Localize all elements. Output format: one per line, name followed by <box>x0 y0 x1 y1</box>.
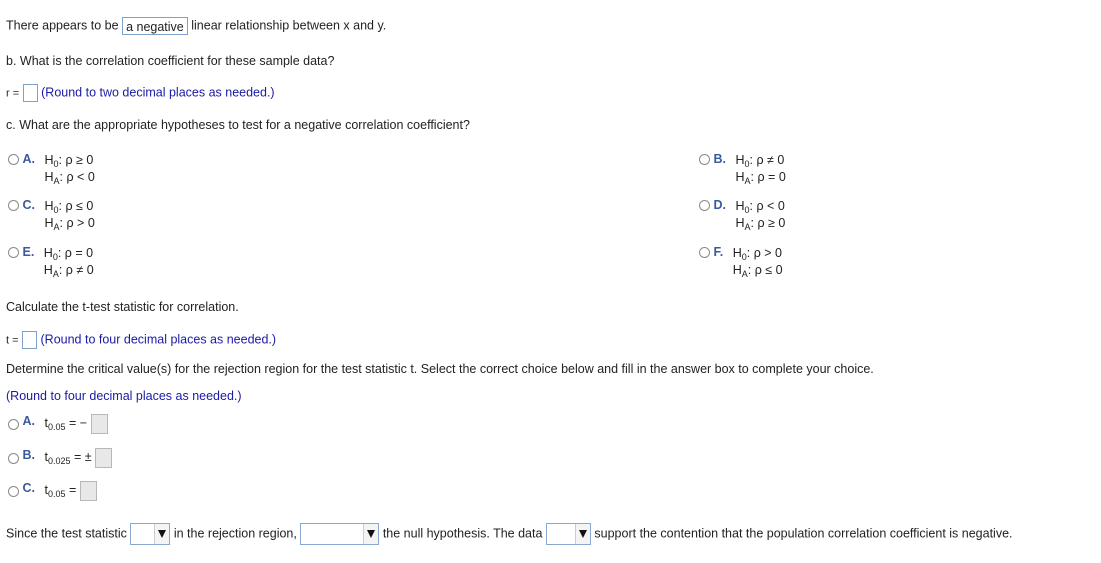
t-stat-instruction: Calculate the t-test statistic for correlation. <box>6 300 239 314</box>
r-label: r = <box>6 87 20 100</box>
t-label: t = <box>6 334 19 347</box>
hyp-option-e-letter: E. <box>22 245 35 259</box>
crit-a-sub: 0.05 <box>47 422 66 433</box>
crit-a-rel: = − <box>68 416 88 431</box>
conclusion-sentence <box>6 523 1013 545</box>
hyp-option-a-letter: A. <box>22 152 35 166</box>
radio-a[interactable] <box>8 154 19 165</box>
hyp-d-h0: ρ < 0 <box>756 199 785 213</box>
conclusion-part3: the null hypothesis. The data <box>382 526 543 541</box>
part-a-prefix: There appears to be <box>6 18 119 33</box>
r-answer-row <box>6 84 275 102</box>
chevron-down-icon <box>363 524 378 544</box>
crit-radio-b[interactable] <box>8 453 19 464</box>
null-decision-dropdown[interactable] <box>300 523 379 545</box>
hyp-option-d-letter: D. <box>713 198 726 212</box>
crit-c-rel: = <box>68 483 77 498</box>
crit-option-c[interactable] <box>8 481 97 501</box>
crit-radio-c[interactable] <box>8 486 19 497</box>
hyp-a-h0: ρ ≥ 0 <box>65 153 94 167</box>
hyp-option-f[interactable]: F. $H_0$: ρ > 0 $H_A$: ρ ≤ 0 <box>699 245 783 279</box>
radio-c[interactable] <box>8 200 19 211</box>
conclusion-part1: Since the test statistic <box>6 526 127 541</box>
hyp-option-c[interactable]: C. $H_0$: ρ ≤ 0 $H_A$: ρ > 0 <box>8 198 95 232</box>
crit-option-a-letter: A. <box>22 414 35 428</box>
t-input[interactable] <box>22 331 37 349</box>
crit-b-rel: = ± <box>73 450 92 465</box>
hyp-option-e[interactable]: E. $H_0$: ρ = 0 $H_A$: ρ ≠ 0 <box>8 245 94 279</box>
radio-f[interactable] <box>699 247 710 258</box>
part-c-question: c. What are the appropriate hypotheses to test for a negative correlation coefficient? <box>6 118 470 132</box>
hyp-d-ha: ρ ≥ 0 <box>757 216 786 230</box>
hyp-option-b-letter: B. <box>713 152 726 166</box>
hyp-a-ha: ρ < 0 <box>66 170 95 184</box>
crit-c-t: t <box>44 483 48 498</box>
crit-option-a[interactable] <box>8 414 108 434</box>
hyp-e-ha: ρ ≠ 0 <box>65 263 94 277</box>
hyp-f-h0: ρ > 0 <box>753 246 783 260</box>
r-hint: (Round to two decimal places as needed.) <box>41 85 275 100</box>
crit-option-b-letter: B. <box>22 448 35 462</box>
hyp-c-ha: ρ > 0 <box>66 216 95 230</box>
hyp-f-ha: ρ ≤ 0 <box>754 263 783 277</box>
crit-radio-a[interactable] <box>8 419 19 430</box>
crit-b-t: t <box>44 450 48 465</box>
hyp-option-b[interactable]: B. $H_0$: ρ ≠ 0 $H_A$: ρ = 0 <box>699 152 786 186</box>
critical-hint: (Round to four decimal places as needed.) <box>6 389 242 403</box>
radio-e[interactable] <box>8 247 19 258</box>
crit-c-input[interactable] <box>80 481 97 501</box>
part-a-answer-box[interactable]: a negative <box>122 17 188 35</box>
crit-b-input[interactable] <box>95 448 112 468</box>
radio-b[interactable] <box>699 154 710 165</box>
hyp-b-ha: ρ = 0 <box>757 170 786 184</box>
hyp-b-h0: ρ ≠ 0 <box>756 153 785 167</box>
data-support-dropdown[interactable] <box>546 523 591 545</box>
t-answer-row <box>6 331 276 349</box>
part-a-suffix: linear relationship between x and y. <box>191 18 387 33</box>
conclusion-part2: in the rejection region, <box>173 526 297 541</box>
crit-option-b[interactable] <box>8 448 112 468</box>
test-stat-region-dropdown[interactable] <box>130 523 170 545</box>
part-b-question: b. What is the correlation coefficient for these sample data? <box>6 54 335 68</box>
chevron-down-icon <box>575 524 590 544</box>
part-a-sentence <box>6 17 386 35</box>
hyp-option-f-letter: F. <box>713 245 724 259</box>
crit-option-c-letter: C. <box>22 481 35 495</box>
crit-b-sub: 0.025 <box>47 456 71 467</box>
hyp-option-c-letter: C. <box>22 198 35 212</box>
radio-d[interactable] <box>699 200 710 211</box>
conclusion-part4: support the contention that the population correlation coefficient is negative. <box>594 526 1013 541</box>
crit-a-t: t <box>44 416 48 431</box>
crit-c-sub: 0.05 <box>47 489 66 500</box>
hyp-e-h0: ρ = 0 <box>64 246 94 260</box>
hyp-option-a[interactable]: A. $H_0$: ρ ≥ 0 $H_A$: ρ < 0 <box>8 152 95 186</box>
critical-instruction: Determine the critical value(s) for the rejection region for the test statistic t. Select the correct choice below and fill in the answer box to complete your choice. <box>6 362 874 376</box>
hyp-c-h0: ρ ≤ 0 <box>65 199 94 213</box>
chevron-down-icon <box>154 524 169 544</box>
crit-a-input[interactable] <box>91 414 108 434</box>
r-input[interactable] <box>23 84 38 102</box>
hyp-option-d[interactable]: D. $H_0$: ρ < 0 $H_A$: ρ ≥ 0 <box>699 198 785 232</box>
t-hint: (Round to four decimal places as needed.) <box>40 332 277 347</box>
